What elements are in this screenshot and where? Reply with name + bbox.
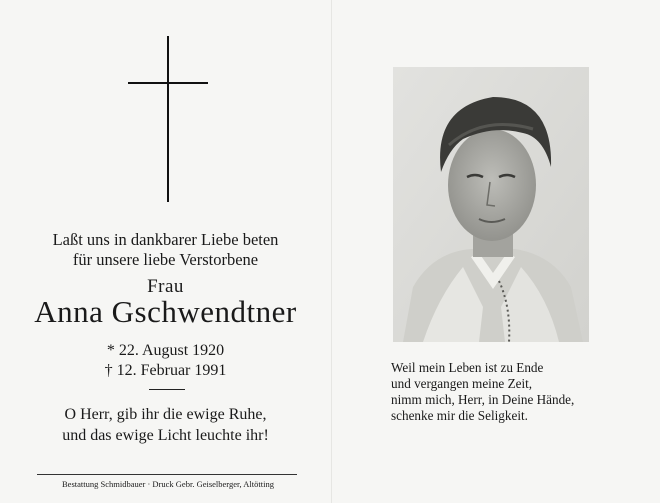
death-date: † 12. Februar 1991	[104, 362, 227, 379]
birth-date: * 22. August 1920	[106, 342, 225, 359]
poem-line: Weil mein Leben ist zu Ende	[391, 360, 544, 375]
card-fold	[331, 0, 332, 503]
prayer-line: für unsere liebe Verstorbene	[72, 250, 259, 269]
printer-credit: Bestattung Schmidbauer · Druck Gebr. Geiselberger, Altötting	[62, 479, 274, 489]
poem-line: nimm mich, Herr, in Deine Hände,	[391, 392, 575, 407]
portrait-photo	[393, 67, 589, 342]
separator-line	[149, 389, 185, 390]
prayer-text	[0, 230, 331, 270]
poem-text	[391, 360, 574, 424]
salutation: Frau	[147, 276, 184, 297]
blessing-line: O Herr, gib ihr die ewige Ruhe,	[64, 406, 267, 423]
blessing-text	[0, 404, 331, 446]
prayer-line: Laßt uns in dankbarer Liebe beten	[52, 230, 279, 249]
footer-rule	[37, 474, 297, 475]
poem-line: und vergangen meine Zeit,	[391, 376, 533, 391]
life-dates	[0, 341, 331, 381]
blessing-line: und das ewige Licht leuchte ihr!	[62, 427, 269, 444]
poem-line: schenke mir die Seligkeit.	[391, 408, 528, 423]
deceased-name: Anna Gschwendtner	[34, 294, 297, 329]
